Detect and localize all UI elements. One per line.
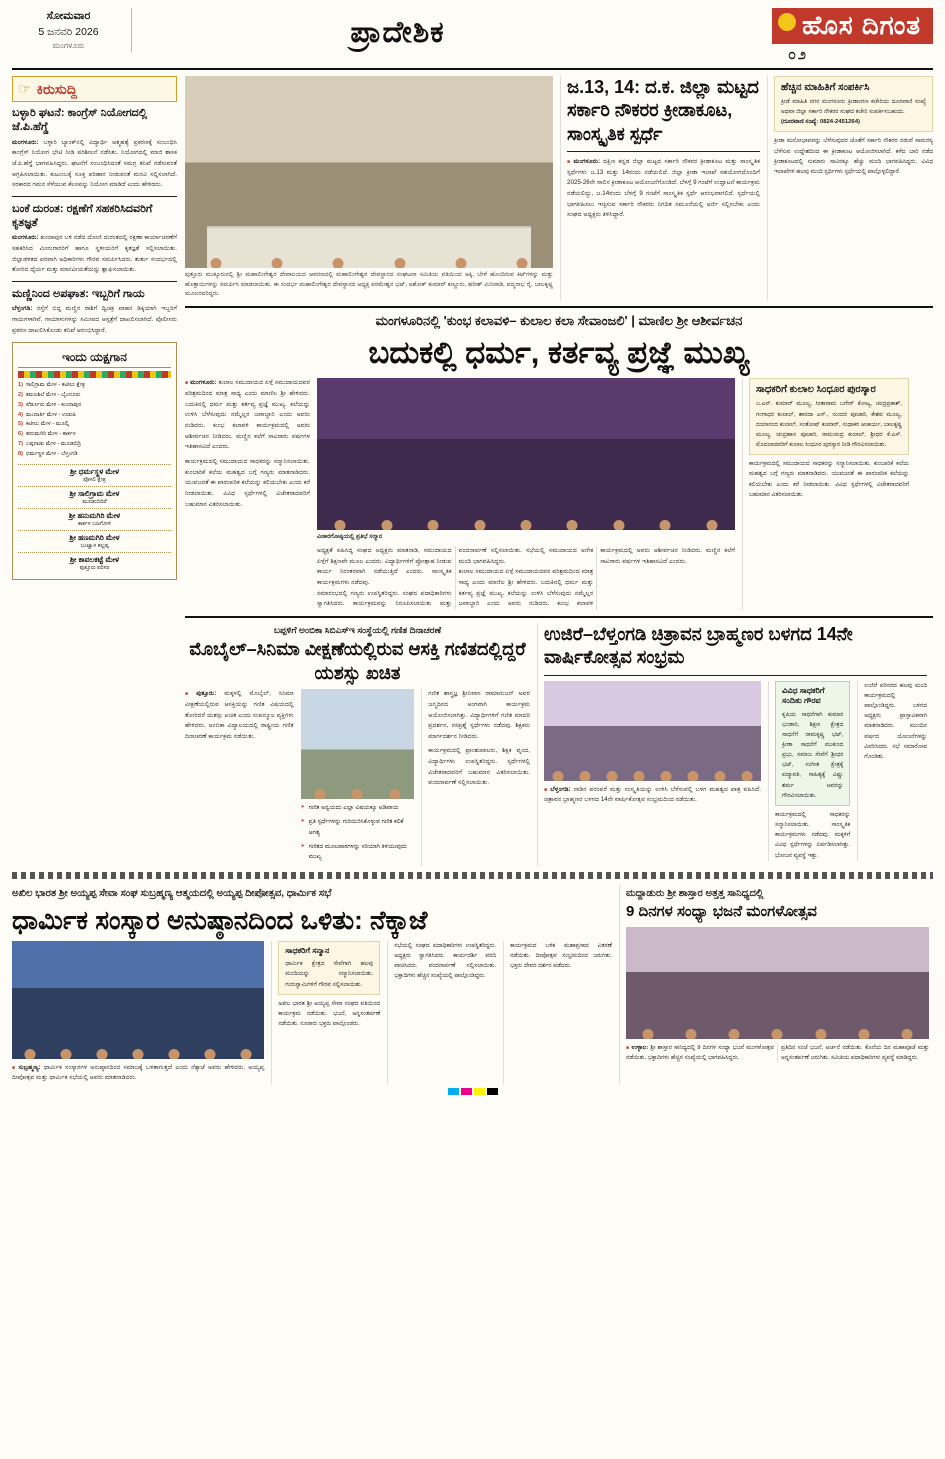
list-item: 6) ಹನುಮಗಿರಿ ಮೇಳ - ಕಾರ್ಕಳ (18, 431, 76, 438)
list-item: 3) ಪೆರ್ಡೂರು ಮೇಳ - ಕುಂದಾಪುರ (18, 401, 82, 408)
main-text-2: ಕಾರ್ಯಕ್ರಮದಲ್ಲಿ ಸಮುದಾಯದ ಸಾಧಕರನ್ನು ಸನ್ಮಾನಿಸಲಾಯಿತು. ಕುಂಬಾರಿಕೆ ಕಲೆಯ ಮಹತ್ವದ ಬಗ್ಗೆ ಗಣ್ಯರು ಮಾತನಾಡಿದರು. ಯುವಜನತೆ ಈ ಪಾರಂಪರಿಕ ಕಲೆಯನ್ನು ಕಲಿಯಬೇಕು ಎಂದು ಕರೆ ನೀಡಲಾಯಿತು. ವಿವಿಧ ಸ್ಪರ್ಧೆಗಳಲ್ಲಿ ವಿಜೇತರಾದವರಿಗೆ ಬಹುಮಾನ ವಿತರಿಸಲಾಯಿತು. (185, 458, 310, 508)
contact-extra-text: ಕ್ರೀಡಾ ಮನೋಭಾವವನ್ನು ಬೆಳೆಸುವುದರ ಜೊತೆಗೆ ಸರ್ಕಾರಿ ನೌಕರರ ನಡುವೆ ಸಾಮರಸ್ಯ ಬೆಳೆಸುವ ಉದ್ದೇಶದಿಂದ ಈ ಕ್ರೀಡಾಕೂಟ ಆಯೋಜಿಸಲಾಗಿದೆ. ಕಳೆದ ಬಾರಿ ನಡೆದ ಕ್ರೀಡಾಕೂಟದಲ್ಲಿ ಸುಮಾರು ಸಾವಿರಕ್ಕೂ ಹೆಚ್ಚು ಮಂದಿ ಭಾಗವಹಿಸಿದ್ದರು. ವಿವಿಧ ಇಲಾಖೆಗಳ ಹಲವು ಮಂದಿ ಸ್ಪರ್ಧಿಗಳು ಸ್ಪರ್ಧೆಯಲ್ಲಿ ಪಾಲ್ಗೊಳ್ಳಲಿದ್ದಾರೆ. (774, 138, 933, 175)
bullet-item: ➤ ಪ್ರತಿ ಸ್ಪರ್ಧೆಗಳನ್ನು ಗುರಿಯಿರಿಸಿಕೊಳ್ಳುವ ಗಣಿತ ಕಲಿಕೆ ಅಗತ್ಯ (301, 817, 415, 837)
main-text-3: ಅಧ್ಯಕ್ಷತೆ ವಹಿಸಿದ್ದ ಸಂಘದ ಅಧ್ಯಕ್ಷರು ಮಾತನಾಡಿ, ಸಮುದಾಯದ ಏಳ್ಗೆಗೆ ಶಿಕ್ಷಣವೇ ಮೂಲ ಎಂದರು. ವಿದ್ಯಾರ್ಥಿಗಳಿಗೆ ಪ್ರೋತ್ಸಾಹ ನೀಡುವ ಕಾರ್ಯ ನಿರಂತರವಾಗಿ ನಡೆಯುತ್ತಿದೆ ಎಂದರು. ಸಾಂಸ್ಕೃತಿಕ ಕಾರ್ಯಕ್ರಮಗಳು ನಡೆದವು. (317, 547, 452, 586)
sanmana-box-text: ಧಾರ್ಮಿಕ ಕ್ಷೇತ್ರದ ಸೇವೆಗಾಗಿ ಹಲವು ಮಂದಿಯನ್ನು ಸನ್ಮಾನಿಸಲಾಯಿತು. ಗುರುಸ್ವಾಮಿಗಳಿಗೆ ಗೌರವ ಸಲ್ಲಿಸಲಾಯಿತು. (285, 961, 374, 988)
kirusuddi-body (12, 304, 177, 336)
bottom-region (12, 885, 933, 1084)
kirusuddi-headline: ಮಣ್ಣಿನಿಂದ ಅಪಘಾತ: ಇಬ್ಬರಿಗೆ ಗಾಯ (12, 288, 145, 301)
date-block (12, 8, 132, 52)
photo-bhajane (626, 927, 929, 1039)
maths-text-2: ಗಣಿತ ಶಾಸ್ತ್ರಜ್ಞ ಶ್ರೀನಿವಾಸ ರಾಮಾನುಜನ್ ಅವರ ಜನ್ಮದಿನದ ಅಂಗವಾಗಿ ಕಾರ್ಯಕ್ರಮ ಆಯೋಜಿಸಲಾಗಿತ್ತು. ವಿದ್ಯಾರ್ಥಿಗಳಿಗೆ ಗಣಿತ ಮಾದರಿ ಪ್ರದರ್ಶನ, ರಸಪ್ರಶ್ನೆ ಸ್ಪರ್ಧೆಗಳು ನಡೆದವು. ಶಿಕ್ಷಕರು ಮಾರ್ಗದರ್ಶನ ನೀಡಿದರು. (428, 690, 530, 740)
maths-text-3: ಕಾರ್ಯಕ್ರಮದಲ್ಲಿ ಪ್ರಾಂಶುಪಾಲರು, ಶಿಕ್ಷಕ ವೃಂದ, ವಿದ್ಯಾರ್ಥಿಗಳು ಉಪಸ್ಥಿತರಿದ್ದರು. ಸ್ಪರ್ಧೆಗಳಲ್ಲಿ ವಿಜೇತರಾದವರಿಗೆ ಬಹುಮಾನ ವಿತರಿಸಲಾಯಿತು. ವಂದನಾರ್ಪಣೆ ಸಲ್ಲಿಸಲಾಯಿತು. (428, 747, 530, 787)
mela-entry: ಶ್ರೀ ಕಾವಲಕಟ್ಟೆ ಮೇಳ ಪುತ್ತೂರು ಪರಿಸರ (18, 552, 171, 574)
kirusuddi-item (12, 287, 177, 336)
top-region (12, 76, 933, 866)
main-photo-block (317, 378, 735, 610)
contact-box-title: ಹೆಚ್ಚಿನ ಮಾಹಿತಿಗೆ ಸಂಪರ್ಕಿಸಿ (781, 82, 870, 93)
ujire-body-row (544, 681, 927, 861)
ayyappa-photo-block (12, 941, 264, 1084)
list-item: 4) ಮಂದಾರ್ತಿ ಮೇಳ - ಉಡುಪಿ (18, 411, 77, 418)
contact-box-text: ಕ್ರೀಡೆ ಮಾಹಿತಿ ನಗರ ಮಂಗಳೂರು ಕ್ರೀಡಾಂಗಣ ಕಚೇರಿಯ ದೂರವಾಣಿ ಸಂಖ್ಯೆ ಅಥವಾ ಜಿಲ್ಲಾ ಸರ್ಕಾರಿ ನೌಕರರ ಸಂಘದ ಕಚೇರಿ ಸಂಪರ್ಕಿಸಬಹುದು. (781, 99, 926, 116)
photo-caption: ವಿಚಾರಗೋಷ್ಠಿಯಲ್ಲಿ ಪ್ರತಿಭೆ ಸನ್ಮಾನ (317, 534, 383, 541)
mela-entry: ಶ್ರೀ ಹಣಮಗಿರಿ ಮೇಳ ಬಂಟ್ವಾಳ ಕಲ್ಲಡ್ಕ (18, 530, 171, 552)
award-box-text: ಬ.ಎಸ್. ಕುಮಾರ್ ಮೂಲ್ಯ, ಸೀತಾರಾಮ ಬಗೇರ್ ಕೋಟ್ಯ, ಚಂದ್ರಪ್ರಕಾಶ್, ಗಂಗಾಧರ ಕುಲಾಲ್, ಶಾರದಾ ಎಸ್., ಸುಂದರ ಪೂಜಾರಿ, ಕೇಶವ ಮೂಲ್ಯ, ದಯಾನಂದ ಕುಲಾಲ್, ಸಂತೋಷ್ ಕುಮಾರ್, ಸುಧಾಕರ ಆಚಾರ್ಯ, ಬಾಲಕೃಷ್ಣ ಮೂಲ್ಯ, ಚಂದ್ರಹಾಸ ಪೂಜಾರಿ, ರಾಮಚಂದ್ರ ಕುಲಾಲ್, ಶ್ರೀಧರ ಕೆ.ಎಸ್. ಮೊದಲಾದವರಿಗೆ ಕುಲಾಲ ಸಿಂಧೂರ ಪುರಸ್ಕಾರ ನೀಡಿ ಗೌರವಿಸಲಾಯಿತು. (756, 401, 902, 449)
maths-bullets (301, 803, 415, 862)
kirusuddi-banner (12, 76, 177, 102)
maddur-headline: 9 ದಿನಗಳ ಸಂಧ್ಯಾ ಭಜನೆ ಮಂಗಳೋತ್ಸವ (626, 903, 817, 921)
brand-logo (772, 8, 933, 44)
maddur-columns (626, 1043, 929, 1063)
left-column (12, 76, 177, 866)
yakshagana-title: ಇಂದು ಯಕ್ಷಗಾನ (18, 348, 171, 368)
brand-name: ಹೊಸ ದಿಗಂತ (802, 10, 921, 40)
contact-box-column (767, 76, 933, 300)
weekday: ಸೋಮವಾರ (46, 10, 91, 22)
top-photo-block (185, 76, 553, 300)
bullet-item: ➤ ಗಣಿತ ಅನ್ವಯದು ಎಲ್ಲಾ ವಿಷಯಕ್ಕೂ ಅಡಿಪಾಯ (301, 803, 415, 813)
sports-body (567, 157, 760, 221)
maths-text-1: ಮಕ್ಕಳಲ್ಲಿ ಮೊಬೈಲ್, ಸಿನಿಮಾ ವೀಕ್ಷಣೆಯಲ್ಲಿರುವ ಆಸಕ್ತಿಯನ್ನು ಗಣಿತ ವಿಷಯದಲ್ಲಿ ತೋರಿದರೆ ಯಶಸ್ಸು ಖಚಿತ ಎಂದು ಸಂಪನ್ಮೂಲ ವ್ಯಕ್ತಿಗಳು ಹೇಳಿದರು. ಅಂಬಿಕಾ ವಿದ್ಯಾಲಯದಲ್ಲಿ ರಾಷ್ಟ್ರೀಯ ಗಣಿತ ದಿನಾಚರಣೆ ಕಾರ್ಯಕ್ರಮ ನಡೆಯಿತು. (185, 690, 294, 740)
maths-headline: ಮೊಬೈಲ್–ಸಿನಿಮಾ ವೀಕ್ಷಣೆಯಲ್ಲಿರುವ ಆಸಕ್ತಿ ಗಣಿತದಲ್ಲಿದ್ದರೆ ಯಶಸ್ಸು ಖಚಿತ (189, 639, 526, 683)
kirusuddi-body (12, 138, 177, 191)
list-item: 1) ಸಾಲಿಗ್ರಾಮ ಮೇಳ - ಕಟೀಲು ಕ್ಷೇತ್ರ (18, 382, 85, 389)
ayyappa-kicker: ಅಖಿಲ ಭಾರತ ಶ್ರೀ ಅಯ್ಯಪ್ಪ ಸೇವಾ ಸಂಘ ಸುಬ್ರಹ್ಮಣ್ಯ ಆತ್ಮಯದಲ್ಲಿ ಅಯ್ಯಪ್ಪ ದೀಪೋತ್ಸವ, ಧಾರ್ಮಿಕ ಸಭೆ (12, 888, 332, 900)
dateline: ■ ಸುಬ್ರಹ್ಮಣ್ಯ: (12, 1064, 41, 1071)
photo-mukkur-donation (185, 76, 553, 268)
ayyappa-col-4 (503, 941, 612, 1084)
yakshagana-box (12, 342, 177, 579)
photo-maths-day (301, 689, 415, 799)
kirusuddi-item (12, 106, 177, 191)
ujire-headline: ಉಜಿರೆ–ಬೆಳ್ತಂಗಡಿ ಚಿತ್ರಾವನ ಬ್ರಾಹ್ಮಣರ ಬಳಗದ 14ನೇ ವಾರ್ಷಿಕೋತ್ಸವ ಸಂಭ್ರಮ (544, 623, 853, 668)
yakshagana-list (18, 381, 171, 459)
sanmana-box-title: ಸಾಧಕರಿಗೆ ಸನ್ಮಾನ (285, 945, 330, 955)
maths-col-3 (421, 689, 530, 866)
ayyappa-text-4: ಕಾರ್ಯಕ್ರಮದ ಬಳಿಕ ಮಹಾಪ್ರಸಾದ ವಿತರಣೆ ನಡೆಯಿತು. ದೀಪೋತ್ಸವ ಸಂಭ್ರಮದಿಂದ ಜರುಗಿತು. ಭಕ್ತರು ದೇವರ ದರ್ಶನ ಪಡೆದರು. (510, 942, 612, 970)
maddur-story (619, 885, 929, 1084)
kirusuddi-label: ಕಿರುಸುದ್ದಿ (36, 80, 78, 97)
photo-kumbha-kalavali (317, 378, 735, 530)
maths-body-row (185, 689, 530, 866)
hand-pointer-icon: ☞ (18, 81, 32, 98)
ujire-box-column (768, 681, 850, 861)
maths-story (185, 623, 530, 866)
honour-box-title: ವಿವಿಧ ಸಾಧಕರಿಗೆ ಸಂದಿತು ಗೌರವ (782, 685, 825, 706)
ayyappa-text-2: ಅಖಿಲ ಭಾರತ ಶ್ರೀ ಅಯ್ಯಪ್ಪ ಸೇವಾ ಸಂಘದ ವತಿಯಿಂದ ಕಾರ್ಯಕ್ರಮ ನಡೆಯಿತು. ಭಜನೆ, ಅನ್ನಸಂತರ್ಪಣೆ ನಡೆಯಿತು. ನೂರಾರು ಭಕ್ತರು ಪಾಲ್ಗೊಂಡರು. (278, 1000, 381, 1027)
main-side-box-column (742, 378, 909, 610)
maddur-kicker: ಮದ್ದಾಡುರು ಶ್ರೀ ಶಾಸ್ತಾರ ಅತ್ತತ್ತ ಸಾನಿಧ್ಯದಲ್ಲಿ (626, 888, 764, 900)
ujire-text-1: ನಾಡಿನ ಪರಂಪರೆ ಮತ್ತು ಸಂಸ್ಕೃತಿಯನ್ನು ಉಳಿಸಿ ಬೆಳೆಸುವಲ್ಲಿ ಬಳಗ ಮಹತ್ವದ ಪಾತ್ರ ವಹಿಸಿದೆ. ಚಿತ್ರಾವನ ಬ್ರಾಹ್ಮಣರ ಬಳಗದ 14ನೇ ವಾರ್ಷಿಕೋತ್ಸವ ಸಂಭ್ರಮದಿಂದ ನಡೆಯಿತು. (544, 785, 762, 804)
kirusuddi-text: ರಸ್ತೆಗೆ ಬಿದ್ದ ಮಣ್ಣಿನ ರಾಶಿಗೆ ದ್ವಿಚಕ್ರ ವಾಹನ ಡಿಕ್ಕಿಯಾಗಿ ಇಬ್ಬರಿಗೆ ಗಾಯಗಳಾಗಿವೆ. ಗಾಯಾಳುಗಳನ್ನು ಸಮೀಪದ ಆಸ್ಪತ್ರೆಗೆ ದಾಖಲಿಸಲಾಗಿದೆ. ಪೊಲೀಸರು ಪ್ರಕರಣ ದಾಖಲಿಸಿಕೊಂಡು ತನಿಖೆ ಆರಂಭಿಸಿದ್ದಾರೆ. (12, 305, 177, 334)
main-story (185, 313, 933, 610)
ujire-story (537, 623, 927, 866)
cmyk-registration-marks (12, 1088, 933, 1095)
mela-entry: ಶ್ರೀ ಧರ್ಮಸ್ಥಳ ಮೇಳ ಪೊಳಲಿ ಕ್ಷೇತ್ರ (18, 464, 171, 486)
divider-band (12, 872, 933, 879)
list-item: 8) ಧರ್ಮಸ್ಥಳ ಮೇಳ - ಬೆಳ್ತಂಗಡಿ (18, 450, 78, 457)
maddur-text-1: ಶ್ರೀ ಶಾಸ್ತಾರ ಸಾನಿಧ್ಯದಲ್ಲಿ 9 ದಿನಗಳ ಸಂಧ್ಯಾ ಭಜನೆ ಮಂಗಳೋತ್ಸವ ನಡೆಯಿತು. ಭಕ್ತಾದಿಗಳು ಹೆಚ್ಚಿನ ಸಂಖ್ಯೆಯಲ್ಲಿ ಭಾಗವಹಿಸಿದ್ದರು. (626, 1044, 774, 1061)
sanmana-box (278, 941, 380, 995)
ayyappa-box-column (271, 941, 380, 1084)
second-news-row (185, 623, 933, 866)
main-col-1 (185, 378, 310, 610)
page-number: ೦೨ (788, 46, 808, 62)
honour-box (775, 681, 850, 806)
mela-entry: ಶ್ರೀ ಸಾಲಿಗ್ರಾಮ ಮೇಳ ಮೂಡುಬಿದಿರೆ (18, 486, 171, 508)
main-side-text: ಕಾರ್ಯಕ್ರಮದಲ್ಲಿ ಸಮುದಾಯದ ಸಾಧಕರನ್ನು ಸನ್ಮಾನಿಸಲಾಯಿತು. ಕುಂಬಾರಿಕೆ ಕಲೆಯ ಮಹತ್ವದ ಬಗ್ಗೆ ಗಣ್ಯರು ಮಾತನಾಡಿದರು. ಯುವಜನತೆ ಈ ಪಾರಂಪರಿಕ ಕಲೆಯನ್ನು ಕಲಿಯಬೇಕು ಎಂದು ಕರೆ ನೀಡಲಾಯಿತು. ವಿವಿಧ ಸ್ಪರ್ಧೆಗಳಲ್ಲಿ ವಿಜೇತರಾದವರಿಗೆ ಬಹುಮಾನ ವಿತರಿಸಲಾಯಿತು. (749, 461, 909, 498)
maths-col-1 (185, 689, 294, 866)
main-text-4: ಸಮಾರಂಭದಲ್ಲಿ ಗಣ್ಯರು ಉಪಸ್ಥಿತರಿದ್ದರು. ಸಂಘದ ಪದಾಧಿಕಾರಿಗಳು ಸ್ವಾಗತಿಸಿದರು. ಕಾರ್ಯಕ್ರಮವನ್ನು ನಿರೂಪಿಸಲಾಯಿತು ಮತ್ತು ವಂದನಾರ್ಪಣೆ ಸಲ್ಲಿಸಲಾಯಿತು. ಸಭೆಯಲ್ಲಿ ಸಮುದಾಯದ ಅನೇಕ ಮಂದಿ ಭಾಗವಹಿಸಿದ್ದರು. (317, 547, 594, 608)
dateline: ■ ಪುತ್ತೂರು: (185, 690, 216, 697)
ayyappa-col-3 (387, 941, 496, 1084)
award-box-title: ಸಾಧಕರಿಗೆ ಕುಲಾಲ ಸಿಂಧೂರ ಪುರಸ್ಕಾರ (756, 384, 876, 396)
dateline: ■ ಬೆಳ್ತಂಗಡಿ: (544, 786, 571, 793)
kirusuddi-text: ಬಳ್ಳಾರಿ ಬ್ಯಾಂಕ್‌ನಲ್ಲಿ ವಿದ್ಯಾರ್ಥಿ ಆತ್ಮಹತ್ಯೆ ಪ್ರಕರಣಕ್ಕೆ ಸಂಬಂಧಿಸಿ ಕಾಂಗ್ರೆಸ್ ನಿಯೋಗ ಭೇಟಿ ನೀಡಿ ಪರಿಶೀಲನೆ ನಡೆಸಿತು. ನಿಯೋಗದಲ್ಲಿ ಮಾಜಿ ಶಾಸಕ ಜೆ.ಪಿ.ಹೆಗ್ಡೆ ಭಾಗವಹಿಸಿದ್ದರು. ಘಟನೆಗೆ ಸಂಬಂಧಿಸಿದಂತೆ ಸಮಗ್ರ ತನಿಖೆ ನಡೆಸುವಂತೆ ಆಗ್ರಹಿಸಲಾಯಿತು. ಕುಟುಂಬಕ್ಕೆ ಸೂಕ್ತ ಪರಿಹಾರ ನೀಡುವಂತೆ ಮನವಿ ಸಲ್ಲಿಸಲಾಗಿದೆ. ಸರಕಾರದ ಗಮನ ಸೆಳೆಯುವ ಕೆಲಸವನ್ನು ನಿಯೋಗ ಮಾಡಿದೆ ಎಂದು ಹೇಳಿದರು. (12, 138, 177, 189)
ayyappa-headline: ಧಾರ್ಮಿಕ ಸಂಸ್ಕಾರ ಅನುಷ್ಠಾನದಿಂದ ಒಳಿತು: ನೆಕ್ಕಾಜೆ (12, 905, 428, 936)
dateline: ■ ಮಂಗಳೂರು: (567, 158, 600, 165)
maddur-text-2: ಪ್ರತಿದಿನ ಸಂಜೆ ಭಜನೆ, ಅರ್ಚನೆ ನಡೆಯಿತು. ಕೊನೆಯ ದಿನ ಮಹಾಪೂಜೆ ಮತ್ತು ಅನ್ನಸಂತರ್ಪಣೆ ಜರುಗಿತು. ಸಮಿತಿಯ ಪದಾಧಿಕಾರಿಗಳು ವ್ಯವಸ್ಥೆ ಮಾಡಿದ್ದರು. (781, 1044, 929, 1061)
award-box (749, 378, 909, 455)
edition-city: ಮಂಗಳೂರು (52, 41, 85, 51)
photo-ayyappa-sabha (12, 941, 264, 1059)
kirusuddi-headline: ಬಂಕೆ ದುರಂತ: ರಕ್ಷಣೆಗೆ ಸಹಕರಿಸಿದವರಿಗೆ ಕೃತಜ್ಞತೆ (12, 202, 153, 230)
ujire-text-3: ಉಜಿರೆ ಪರಿಸರದ ಹಲವು ಮಂದಿ ಕಾರ್ಯಕ್ರಮದಲ್ಲಿ ಪಾಲ್ಗೊಂಡಿದ್ದರು. ಬಳಗದ ಅಧ್ಯಕ್ಷರು ಪ್ರಾಸ್ತಾವಿಕವಾಗಿ ಮಾತನಾಡಿದರು. ಮುಂದಿನ ವರ್ಷದ ಯೋಜನೆಗಳನ್ನು ವಿವರಿಸಿದರು. ಸಭೆ ಸಮಾರೋಪ ಗೊಂಡಿತು. (864, 682, 927, 760)
maths-photo-block (301, 689, 415, 866)
sports-story (560, 76, 760, 300)
ujire-col-3 (857, 681, 927, 861)
date: 5 ಜನವರಿ 2026 (38, 25, 99, 38)
dateline: ■ ಉಳ್ಳಾಲ: (626, 1045, 648, 1051)
ayyappa-text-3: ಸಭೆಯಲ್ಲಿ ಸಂಘದ ಪದಾಧಿಕಾರಿಗಳು ಉಪಸ್ಥಿತರಿದ್ದರು. ಅಧ್ಯಕ್ಷರು ಸ್ವಾಗತಿಸಿದರು. ಕಾರ್ಯದರ್ಶಿ ವರದಿ ವಾಚಿಸಿದರು. ವಂದನಾರ್ಪಣೆ ಸಲ್ಲಿಸಲಾಯಿತು. ಭಕ್ತಾದಿಗಳು ಹೆಚ್ಚಿನ ಸಂಖ್ಯೆಯಲ್ಲಿ ಪಾಲ್ಗೊಂಡಿದ್ದರು. (394, 942, 497, 980)
mela-entry: ಶ್ರೀ ಹನುಮಗಿರಿ ಮೇಳ ಕಾರ್ಕಳ ಬಜಗೋಳಿ (18, 508, 171, 530)
main-lower-columns (317, 546, 735, 610)
dateline: ಬೆಳ್ತಂಗಡಿ: (12, 305, 33, 313)
dateline: ಮಂಗಳೂರು: (12, 234, 39, 242)
sun-icon (778, 13, 796, 31)
ujire-text-2: ಕಾರ್ಯಕ್ರಮದಲ್ಲಿ ಸಾಧಕರನ್ನು ಸನ್ಮಾನಿಸಲಾಯಿತು. ಸಾಂಸ್ಕೃತಿಕ ಕಾರ್ಯಕ್ರಮಗಳು ನಡೆದವು. ಮಕ್ಕಳಿಗೆ ವಿವಿಧ ಸ್ಪರ್ಧೆಗಳನ್ನು ಏರ್ಪಡಿಸಲಾಗಿತ್ತು. ಭೋಜನ ವ್ಯವಸ್ಥೆ ಇತ್ತು. (775, 811, 851, 859)
kirusuddi-item (12, 202, 177, 276)
ayyappa-text-1: ಧಾರ್ಮಿಕ ಸಂಸ್ಕಾರಗಳ ಅನುಷ್ಠಾನದಿಂದ ಸಮಾಜಕ್ಕೆ ಒಳಿತಾಗುತ್ತದೆ ಎಂದು ನೆಕ್ಕಾಜೆ ಅವರು ಹೇಳಿದರು. ಅಯ್ಯಪ್ಪ ದೀಪೋತ್ಸವ ಮತ್ತು ಧಾರ್ಮಿಕ ಸಭೆಯಲ್ಲಿ ಅವರು ಮಾತನಾಡಿದರು. (12, 1063, 265, 1082)
list-item: 7) ಬಪ್ಪನಾಡು ಮೇಳ - ಮೂಡಬಿದ್ರಿ (18, 441, 82, 448)
list-item: 2) ಕಮಲಶಿಲೆ ಮೇಳ - ಬೈಂದೂರು (18, 392, 81, 399)
bullet-item: ➤ ಗಣಿತದ ಮೂಲಪಾಠಗಳನ್ನು ಸರಿಯಾಗಿ ತಿಳಿಯುವುದು ಮುಖ್ಯ (301, 842, 415, 862)
ujire-photo-block (544, 681, 761, 861)
sports-headline: ಜ.13, 14: ದ.ಕ. ಜಿಲ್ಲಾ ಮಟ್ಟದ ಸರ್ಕಾರಿ ನೌಕರರ ಕ್ರೀಡಾಕೂಟ, ಸಾಂಸ್ಕೃತಿಕ ಸ್ಪರ್ಧೆ (567, 77, 759, 144)
contact-phone: (ದೂರವಾಣಿ ಸಂಖ್ಯೆ: 0824-2451264) (781, 119, 860, 126)
photo-brahmin-group (544, 681, 761, 781)
honour-box-text: ಕೃಷಿಯ ಸಾಧನೆಗಾಗಿ ಕುಮಾರ ಭಂಡಾರಿ, ಶಿಕ್ಷಣ ಕ್ಷೇತ್ರದ ಸಾಧನೆಗೆ ರಾಮಕೃಷ್ಣ ಭಟ್, ಕ್ರೀಡಾ ಸಾಧನೆಗೆ ಮುಕುಂದ ಪ್ರಭು, ಸಮಾಜ ಸೇವೆಗೆ ಶ್ರೀಧರ ಭಟ್, ಸಂಗೀತ ಕ್ಷೇತ್ರಕ್ಕೆ ಪದ್ಮಾವತಿ, ಸಾಹಿತ್ಯಕ್ಕೆ ವಿಷ್ಣು ಶರ್ಮ ಅವರನ್ನು ಗೌರವಿಸಲಾಯಿತು. (782, 711, 844, 799)
list-item: 5) ಕಟೀಲು ಮೇಳ - ಮೂಲ್ಕಿ (18, 421, 69, 428)
main-text-5: ಕುಲಾಲ ಸಮುದಾಯದ ಏಳ್ಗೆ ಸಮುದಾಯದವರ ಪರಿಶ್ರಮದಿಂದ ಮಾತ್ರ ಸಾಧ್ಯ ಎಂದು ಮಾಣಿಲ ಶ್ರೀ ಹೇಳಿದರು. ಬದುಕಿನಲ್ಲಿ ಧರ್ಮ ಮತ್ತು ಕರ್ತವ್ಯ ಪ್ರಜ್ಞೆ ಮುಖ್ಯ. ಕಲೆಯನ್ನು ಉಳಿಸಿ ಬೆಳೆಸುವುದು ನಮ್ಮೆಲ್ಲರ ಜವಾಬ್ದಾರಿ ಎಂದು ಅವರು ನುಡಿದರು. ಕುಂಭ ಕಲಾವಳಿ ಕಾರ್ಯಕ್ರಮದಲ್ಲಿ ಅವರು ಆಶೀರ್ವಚನ ನೀಡಿದರು. ಮಣ್ಣಿನ ಕಲೆಗೆ ಸಾವಿರಾರು ವರ್ಷಗಳ ಇತಿಹಾಸವಿದೆ ಎಂದರು. (458, 547, 735, 608)
dateline: ■ ಮಂಗಳೂರು: (185, 379, 217, 386)
main-story-row (185, 378, 933, 610)
ayyappa-story (12, 885, 612, 1084)
photo-caption: ಪುತ್ತೂರು ಮುಕ್ಕೂರುನಲ್ಲಿ ಶ್ರೀ ಮಹಾಲಿಂಗೇಶ್ವರ ದೇವಾಲಯದ ಆವರಣದಲ್ಲಿ ಮಹಾಲಿಂಗೇಶ್ವರ ದೇವಸ್ಥಾನದ ಸಂಘಟನಾ ಸಮಿತಿಯ ವತಿಯಿಂದ ಅಕ್ಕಿ, ಬೇಳೆ ಹೊಂದಿರುವ ಕಿಟ್‌ಗಳನ್ನು ಮತ್ತು ಹೊತ್ತಾಯಿಗಳನ್ನು ಸಮರ್ಪಿಸಿ ಮಾಡಲಾಯಿತು. ಈ ಸಂದರ್ಭ ಮಹಾಲಿಂಗೇಶ್ವರ ದೇವಸ್ಥಾನದ ಅಧ್ಯಕ್ಷ ಪರಮೇಶ್ವರ ಭಟ್, ಅಶೋಕ್ ಕುಮಾರ್ ಕಣ್ಣೂರು, ಹರೀಶ್ ಮಿನಿವಾಡಿ, ಪದ್ಮನಾಭ ರೈ, ಬಾಲಕೃಷ್ಣ ಮೂಲರವರಿದ್ದರು. (185, 272, 553, 298)
masthead (12, 8, 933, 70)
main-text-1: ಕುಲಾಲ ಸಮುದಾಯದ ಏಳ್ಗೆ ಸಮುದಾಯದವರ ಪರಿಶ್ರಮದಿಂದ ಮಾತ್ರ ಸಾಧ್ಯ ಎಂದು ಮಾಣಿಲ ಶ್ರೀ ಹೇಳಿದರು. ಬದುಕಿನಲ್ಲಿ ಧರ್ಮ ಮತ್ತು ಕರ್ತವ್ಯ ಪ್ರಜ್ಞೆ ಮುಖ್ಯ. ಕಲೆಯನ್ನು ಉಳಿಸಿ ಬೆಳೆಸುವುದು ನಮ್ಮೆಲ್ಲರ ಜವಾಬ್ದಾರಿ ಎಂದು ಅವರು ನುಡಿದರು. ಕುಂಭ ಕಲಾವಳಿ ಕಾರ್ಯಕ್ರಮದಲ್ಲಿ ಅವರು ಆಶೀರ್ವಚನ ನೀಡಿದರು. ಮಣ್ಣಿನ ಕಲೆಗೆ ಸಾವಿರಾರು ವರ್ಷಗಳ ಇತಿಹಾಸವಿದೆ ಎಂದರು. (185, 379, 310, 451)
kirusuddi-text: ಕುಂದಾಪುರ ಬಳಿ ನಡೆದ ದೋಣಿ ದುರಂತದಲ್ಲಿ ರಕ್ಷಣಾ ಕಾರ್ಯಾಚರಣೆಗೆ ಸಹಕರಿಸಿದ ಮೀನುಗಾರರಿಗೆ ಹಾಗೂ ಸ್ಥಳೀಯರಿಗೆ ಕೃತಜ್ಞತೆ ಸಲ್ಲಿಸಲಾಯಿತು. ಜಿಲ್ಲಾಡಳಿತದ ಪರವಾಗಿ ಅಧಿಕಾರಿಗಳು ಗೌರವ ಸಮರ್ಪಿಸಿದರು. ತುರ್ತು ಸಂದರ್ಭದಲ್ಲಿ ತೋರಿದ ಧೈರ್ಯ ಮತ್ತು ಮಾನವೀಯತೆಯನ್ನು ಶ್ಲಾಘಿಸಲಾಯಿತು. (12, 234, 177, 274)
page-title: ಪ್ರಾದೇಶಿಕ (350, 16, 445, 49)
contact-box (774, 76, 933, 132)
kirusuddi-body (12, 233, 177, 276)
maths-kicker: ಬಪ್ಪಳಿಗೆ ಅಂಬಿಕಾ ಸಿಬಿಎಸ್‌ಇ ಸಂಸ್ಥೆಯಲ್ಲಿ ಗಣಿತ ದಿನಾಚರಣೆ (273, 624, 442, 635)
top-news-row (185, 76, 933, 300)
main-headline: ಬದುಕಲ್ಲಿ ಧರ್ಮ, ಕರ್ತವ್ಯ ಪ್ರಜ್ಞೆ ಮುಖ್ಯ (368, 334, 750, 370)
dateline: ಮಂಗಳೂರು: (12, 138, 39, 146)
kirusuddi-headline: ಬಳ್ಳಾರಿ ಘಟನೆ: ಕಾಂಗ್ರೆಸ್ ನಿಯೋಗದಲ್ಲಿ ಜೆ.ಪಿ.ಹೆಗ್ಡೆ (12, 107, 148, 134)
decorative-bar (18, 371, 171, 378)
main-kicker: ಮಂಗಳೂರಿನಲ್ಲಿ 'ಕುಂಭ ಕಲಾವಳಿ– ಕುಲಾಲ ಕಲಾ ಸೇವಾಂಜಲಿ' | ಮಾಣಿಲ ಶ್ರೀ ಆಶೀರ್ವಚನ (375, 312, 743, 328)
brand-block (663, 8, 933, 63)
ayyappa-body-row (12, 941, 612, 1084)
sports-text: ದಕ್ಷಿಣ ಕನ್ನಡ ಜಿಲ್ಲಾ ಮಟ್ಟದ ಸರ್ಕಾರಿ ನೌಕರರ ಕ್ರೀಡಾಕೂಟ ಮತ್ತು ಸಾಂಸ್ಕೃತಿಕ ಸ್ಪರ್ಧೆಗಳು ಜ.13 ಮತ್ತು 14ರಂದು ನಡೆಯಲಿದೆ. ಜಿಲ್ಲಾ ಕ್ರೀಡಾ ಇಲಾಖೆ ಸಹಯೋಗದೊಂದಿಗೆ 2025-26ನೇ ಸಾಲಿನ ಕ್ರೀಡಾಕೂಟ ಆಯೋಜನೆಗೊಂಡಿದೆ. ಬೆಳಗ್ಗೆ 9 ಗಂಟೆಗೆ ಉದ್ಘಾಟನೆ ಕಾರ್ಯಕ್ರಮ ನಡೆಯಲಿದ್ದು, ಜ.14ರಂದು ಬೆಳಗ್ಗೆ 9 ಗಂಟೆಗೆ ಸಾಂಸ್ಕೃತಿಕ ಸ್ಪರ್ಧೆ ಆರಂಭವಾಗಲಿದೆ. ಸ್ಪರ್ಧೆಯಲ್ಲಿ ಭಾಗವಹಿಸಲು ಇಚ್ಛಿಸುವ ಸರ್ಕಾರಿ ನೌಕರರು ನಿಗದಿತ ನಮೂನೆಯಲ್ಲಿ ಅರ್ಜಿ ಸಲ್ಲಿಸಬೇಕು ಎಂದು ಸಂಘದ ಅಧ್ಯಕ್ಷರು ತಿಳಿಸಿದ್ದಾರೆ. (567, 158, 760, 219)
